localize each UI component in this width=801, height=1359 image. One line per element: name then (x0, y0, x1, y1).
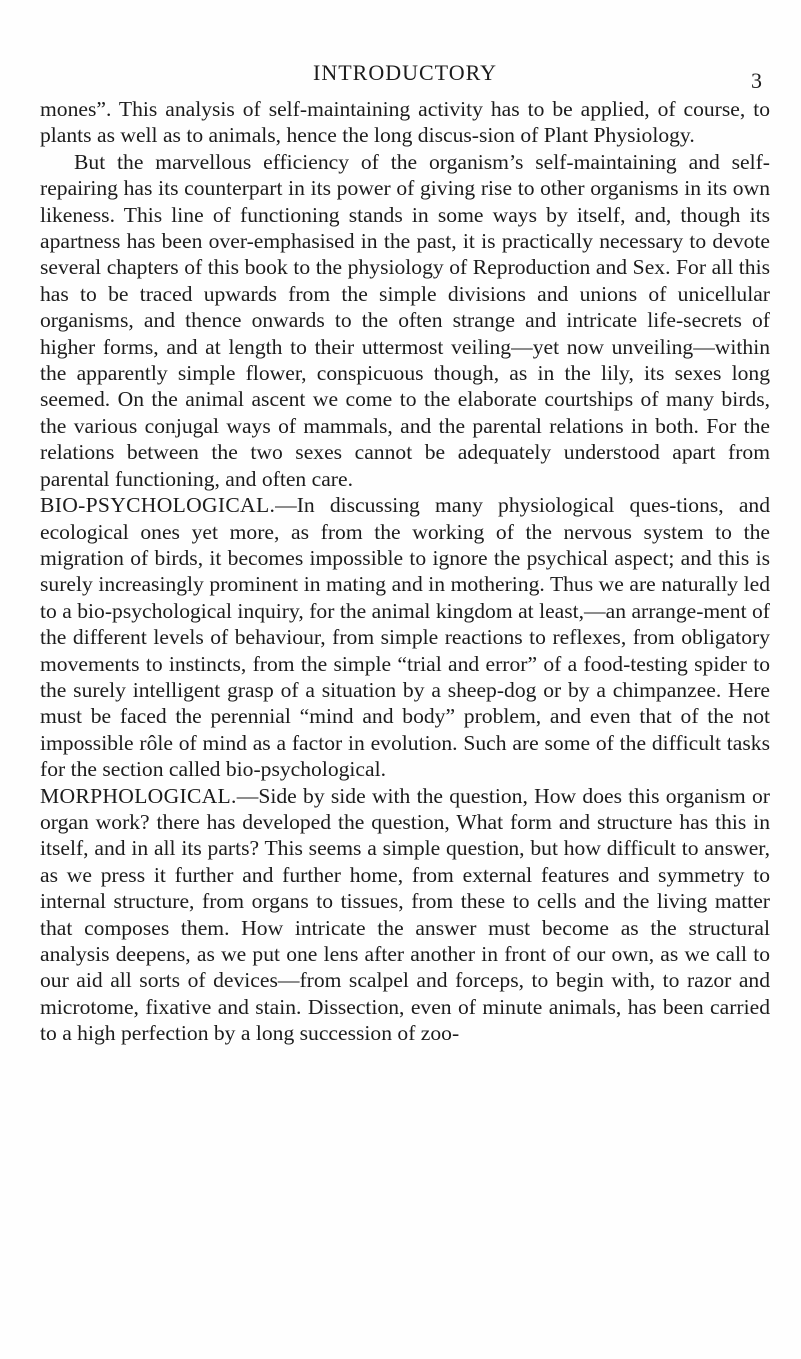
running-head: INTRODUCTORY (313, 60, 497, 85)
paragraph-1: mones”. This analysis of self-maintaining activity has to be applied, of course, to plants as well as to animals, hence the long discus-sion of Plant Physiology. (40, 97, 770, 148)
section-heading-morphological: MORPHOLOGICAL. (40, 783, 237, 808)
page-header (40, 52, 770, 96)
section-morphological (40, 783, 770, 1047)
page-number: 3 (751, 68, 762, 93)
section-bio-psychological (40, 492, 770, 782)
paragraph-2: But the marvellous efficiency of the organism’s self-maintaining and self-repairing has its counterpart in its power of giving rise to other organisms in its own likeness. This line of functioning stands in some ways by itself, and, though its apartness has been over-emphasised in the past, it is practically necessary to devote several chapters of this book to the physiology of Reproduction and Sex. For all this has to be traced upwards from the simple divisions and unions of unicellular organisms, and thence onwards to the often strange and intricate life-secrets of higher forms, and at length to their uttermost veiling—yet now unveiling—within the apparently simple flower, conspicuous though, as in the lily, its sexes long seemed. On the animal ascent we come to the elaborate courtships of many birds, the various conjugal ways of mammals, and the parental relations in both. For the relations between the two sexes cannot be adequately understood apart from parental functioning, and often care. (40, 149, 770, 491)
body-text (40, 96, 770, 1047)
section-heading-bio-psychological: BIO-PSYCHOLOGICAL. (40, 493, 276, 518)
book-page (40, 52, 770, 1047)
section-text-morphological: —Side by side with the question, How does this organism or organ work? there has developed the question, What form and structure has this in itself, and in all its parts? This seems a simple question, but how difficult to answer, as we press it further and further home, from external features and symmetry to internal structure, from organs to tissues, from these to cells and the living matter that composes them. How intricate the answer must become as the structural analysis deepens, as we put one lens after another in front of our own, as we call to our aid all sorts of devices—from scalpel and forceps, to begin with, to razor and microtome, fixative and stain. Dissection, even of minute animals, has been carried to a high perfection by a long succession of zoo- (40, 783, 770, 1046)
section-text-bio-psychological: —In discussing many physiological ques-tions, and ecological ones yet more, as from the working of the nervous system to the migration of birds, it becomes impossible to ignore the psychical aspect; and this is surely increasingly prominent in mating and in mothering. Thus we are naturally led to a bio-psychological inquiry, for the animal kingdom at least,—an arrange-ment of the different levels of behaviour, from simple reactions to reflexes, from obligatory movements to instincts, from the simple “trial and error” of a food-testing spider to the surely intelligent grasp of a situation by a sheep-dog or by a chimpanzee. Here must be faced the perennial “mind and body” problem, and even that of the not impossible rôle of mind as a factor in evolution. Such are some of the difficult tasks for the section called bio-psychological. (40, 493, 770, 782)
